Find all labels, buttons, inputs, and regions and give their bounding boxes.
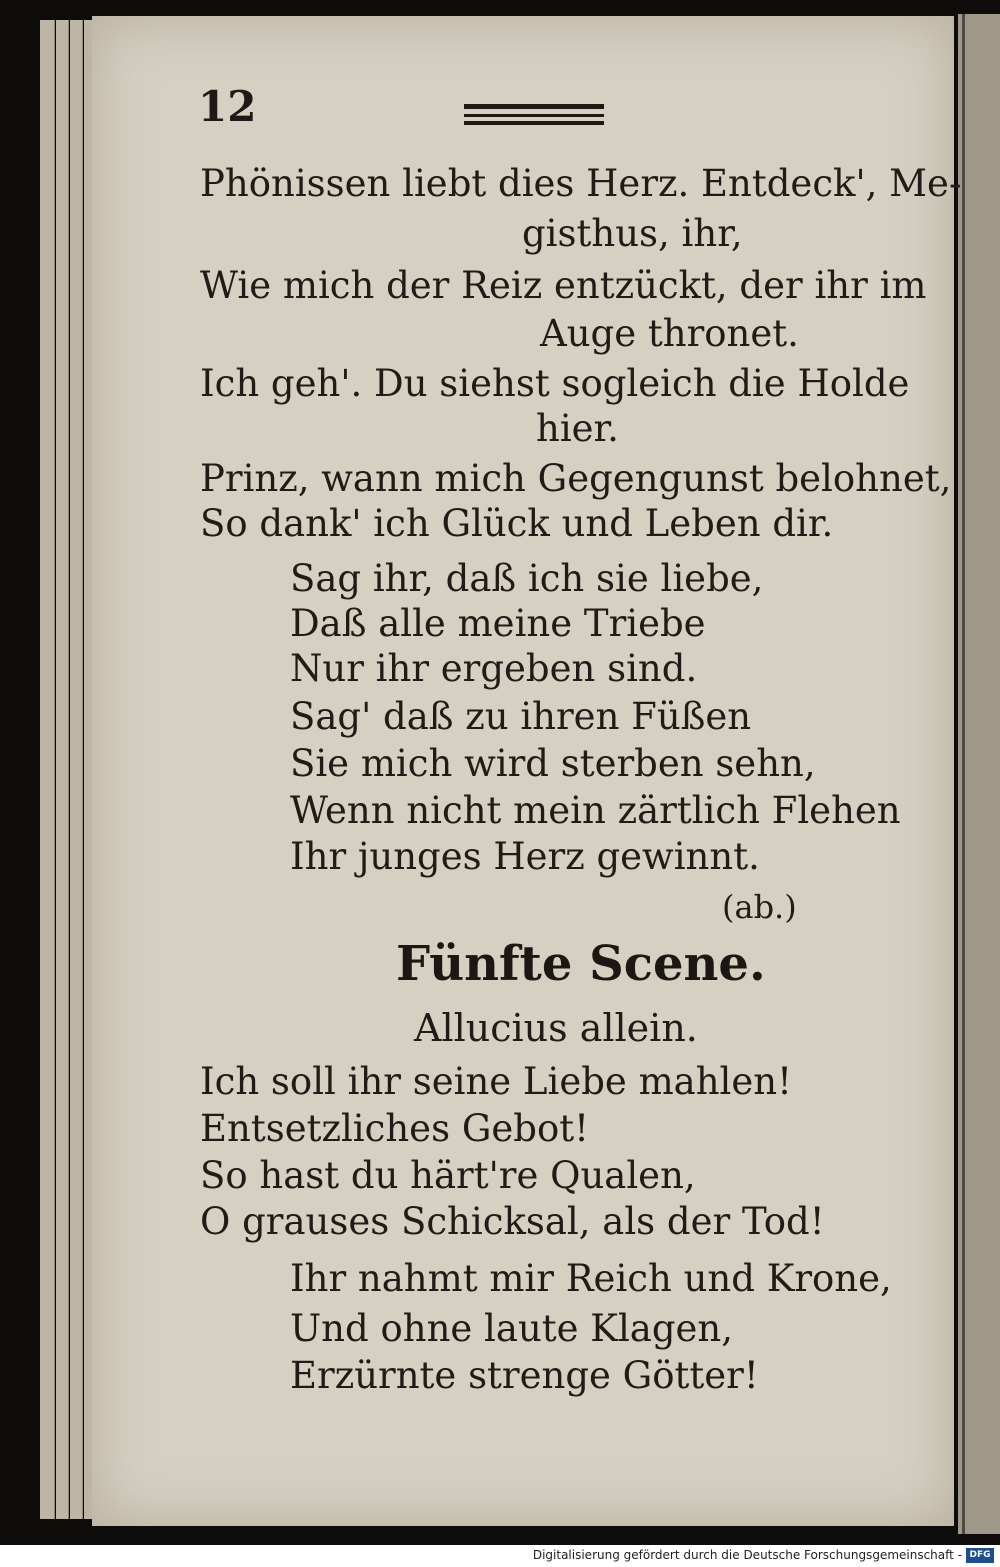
- text-line: So dank' ich Glück und Leben dir.: [200, 502, 834, 545]
- aria-line: Daß alle meine Triebe: [290, 602, 706, 645]
- credit-text: Digitalisierung gefördert durch die Deutsche Forschungsgemeinschaft -: [532, 1548, 962, 1562]
- aria-line: Nur ihr ergeben sind.: [290, 647, 698, 690]
- aria-line: Sag' daß zu ihren Füßen: [290, 695, 752, 738]
- text-line: Prinz, wann mich Gegengunst belohnet,: [200, 457, 952, 500]
- page-number: 12: [198, 82, 257, 131]
- header-rule: [464, 104, 604, 109]
- text-line: Auge thronet.: [540, 312, 799, 355]
- page-stack-edge: [40, 20, 55, 1519]
- text-line: Entsetzliches Gebot!: [200, 1107, 589, 1150]
- header-rule: [464, 121, 604, 125]
- stage-direction: (ab.): [722, 888, 797, 926]
- scene-subtitle: Allucius allein.: [414, 1006, 698, 1050]
- aria-line: Ihr nahmt mir Reich und Krone,: [290, 1257, 892, 1300]
- binding-line: [962, 14, 965, 1534]
- aria-line: Ihr junges Herz gewinnt.: [290, 835, 760, 878]
- aria-line: Sie mich wird sterben sehn,: [290, 742, 816, 785]
- text-line: Phönissen liebt dies Herz. Entdeck', Me-: [200, 162, 962, 205]
- text-line: hier.: [536, 407, 619, 450]
- page-stack-edge: [56, 20, 69, 1519]
- text-line: O grauses Schicksal, als der Tod!: [200, 1200, 825, 1243]
- text-line: Ich geh'. Du siehst sogleich die Holde: [200, 362, 910, 405]
- scene-title: Fünfte Scene.: [396, 936, 766, 992]
- text-line: Wie mich der Reiz entzückt, der ihr im: [200, 264, 927, 307]
- text-line: So hast du härt're Qualen,: [200, 1154, 696, 1197]
- aria-line: Sag ihr, daß ich sie liebe,: [290, 557, 764, 600]
- text-line: gisthus, ihr,: [522, 212, 743, 255]
- credit-bar: [0, 1545, 1000, 1567]
- dfg-logo: DFG: [966, 1548, 994, 1563]
- aria-line: Und ohne laute Klagen,: [290, 1307, 734, 1350]
- aria-line: Erzürnte strenge Götter!: [290, 1354, 759, 1397]
- page-stack-edge: [70, 20, 83, 1519]
- header-rule: [464, 114, 604, 117]
- text-line: Ich soll ihr seine Liebe mahlen!: [200, 1060, 792, 1103]
- aria-line: Wenn nicht mein zärtlich Flehen: [290, 789, 901, 832]
